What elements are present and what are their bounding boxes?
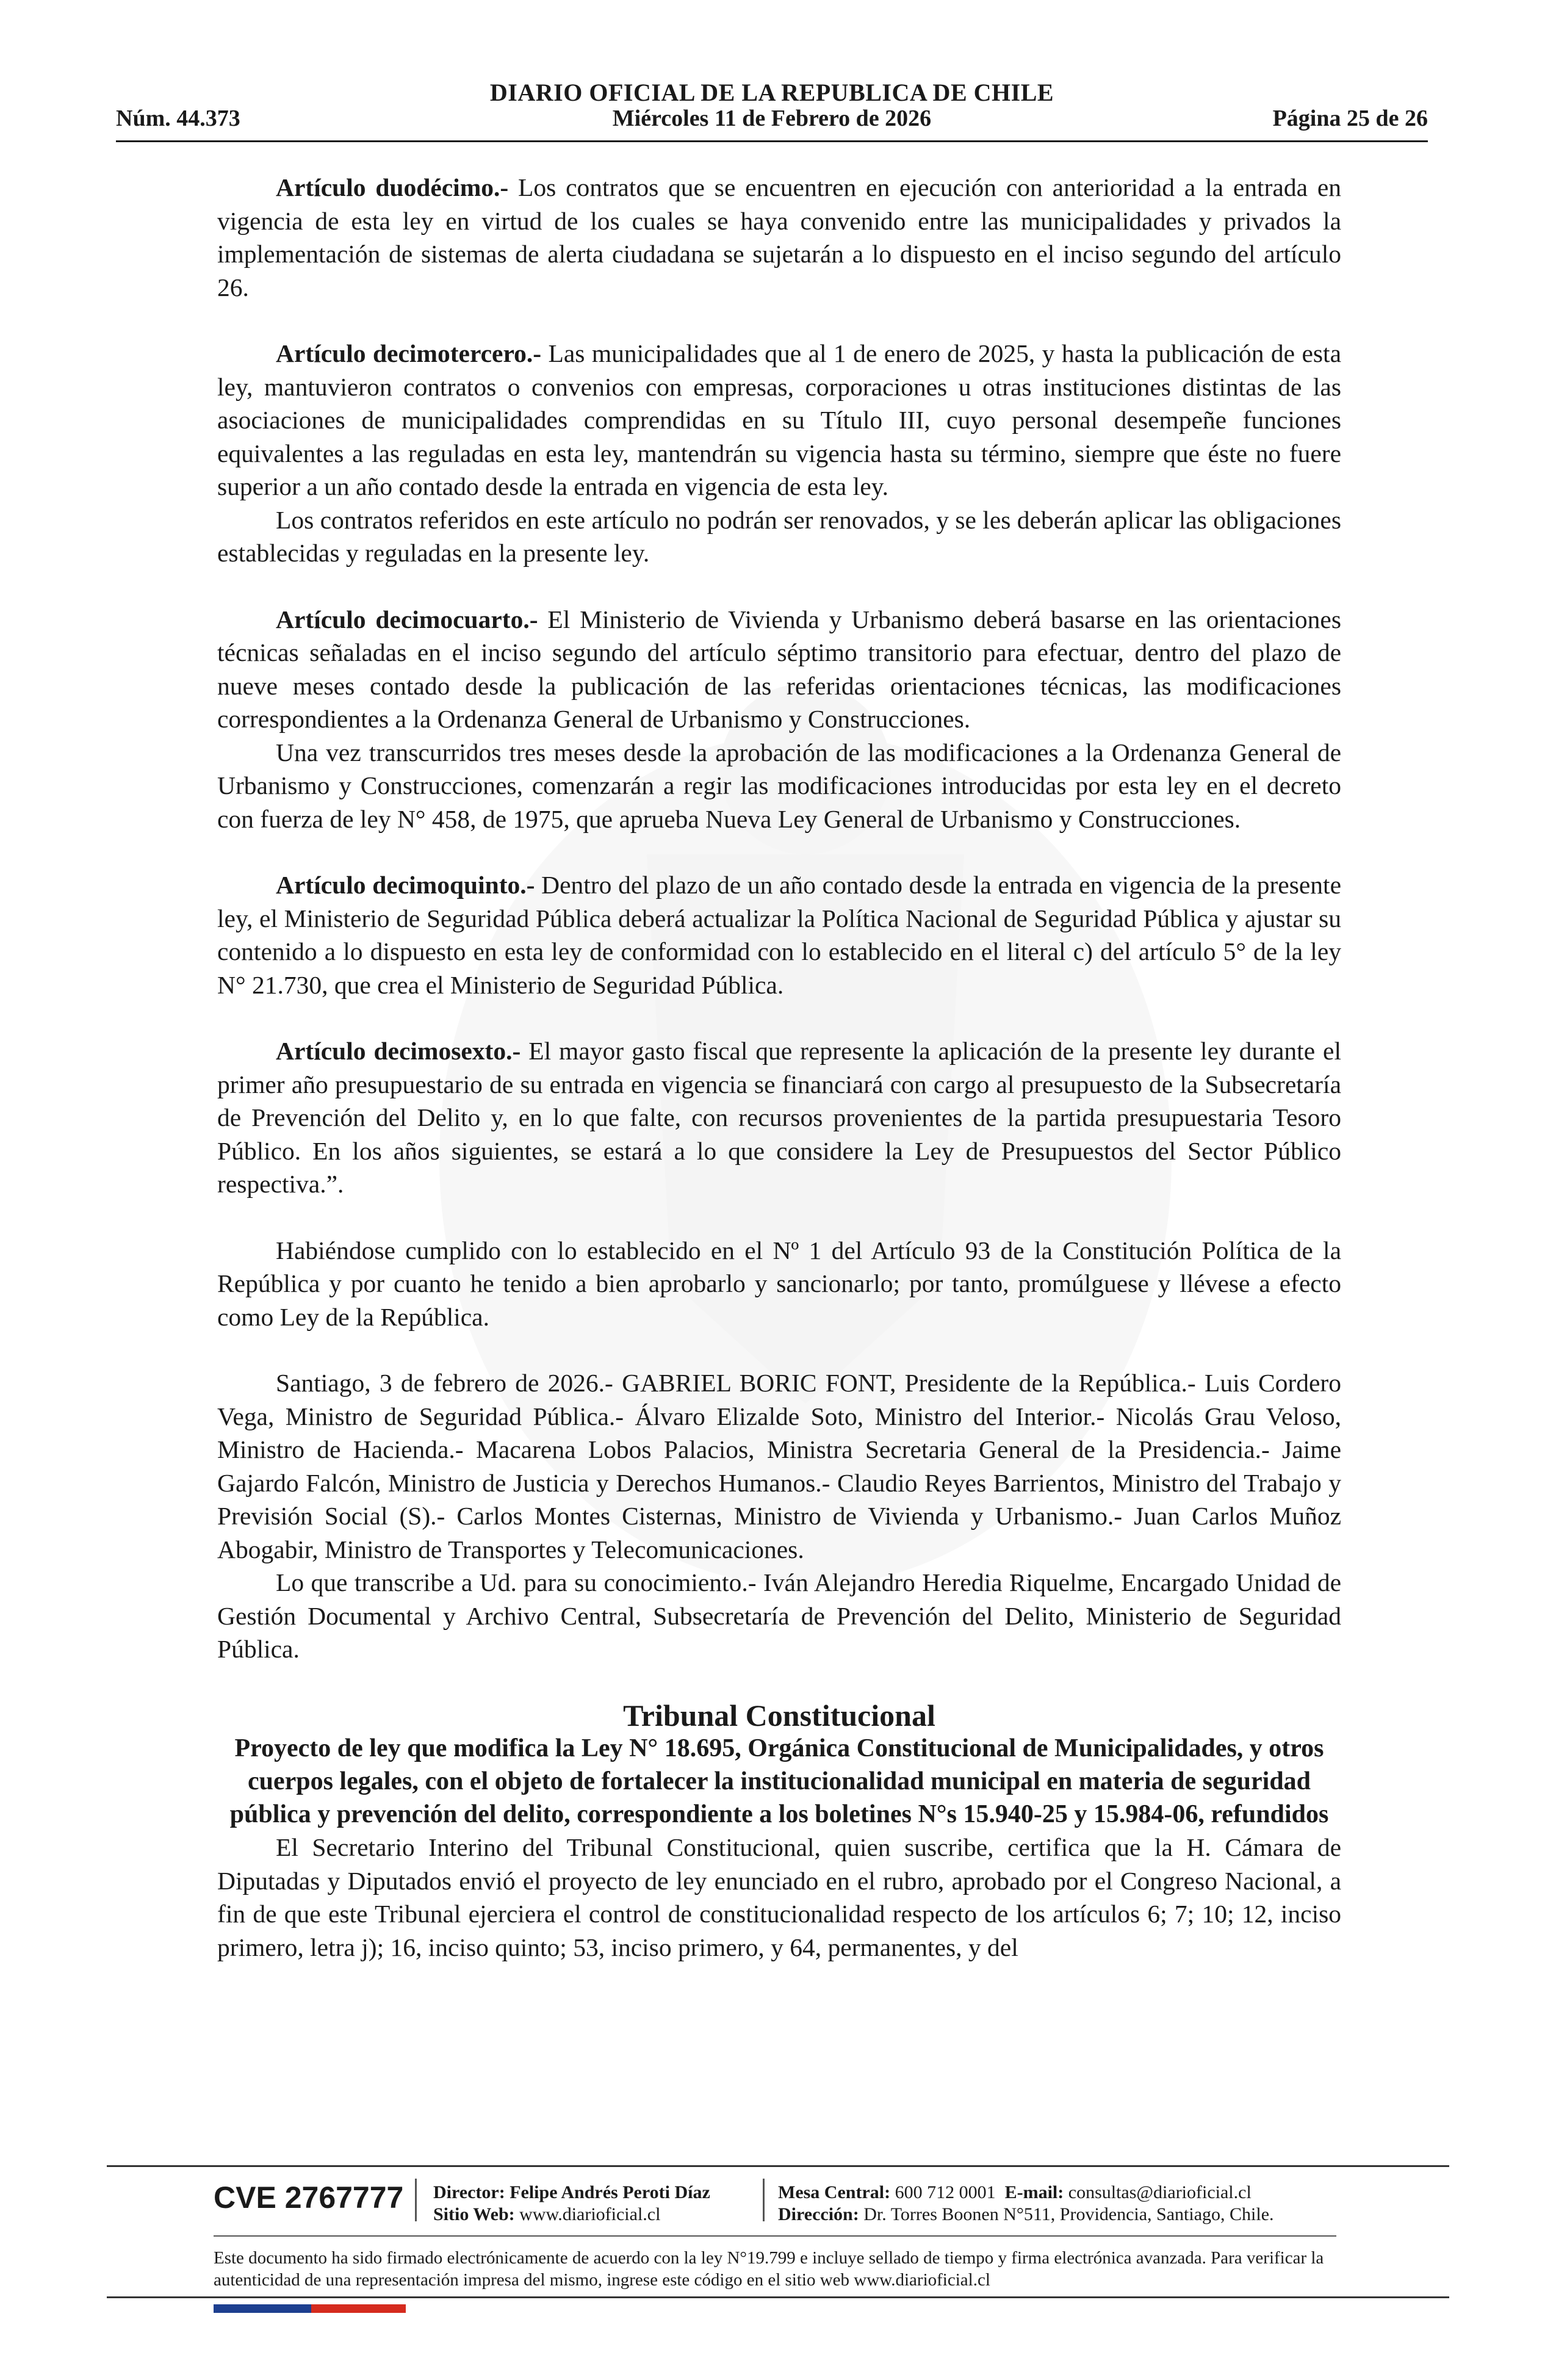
issue-number: Núm. 44.373 (116, 106, 240, 131)
footer-contact-block: Mesa Central: 600 712 0001 E-mail: consultas@diarioficial.cl Dirección: Dr. Torres Boonen N°511, Providencia, Santiago, Chile. (778, 2182, 1274, 2224)
section-title: Tribunal Constitucional (623, 1698, 935, 1733)
signatures-paragraph: Santiago, 3 de febrero de 2026.- GABRIEL BORIC FONT, Presidente de la República.- Luis Cordero Vega, Ministro de Seguridad Pública.- Álvaro Elizalde Soto, Ministro del Interior.- Nicolás Grau Veloso, Ministro de Hacienda.- Macarena Lobos Palacios, Ministra Secretaria General de la Presidencia.- Jaime Gajardo Falcón, Ministro de Justicia y Derechos Humanos.- Claudio Reyes Barrientos, Ministro del Trabajo y Previsión Social (S).- Carlos Montes Cisternas, Ministro de Vivienda y Urbanismo.- Juan Carlos Muñoz Abogabir, Ministro de Transportes y Telecomunicaciones. (217, 1369, 1341, 1563)
article-paragraph: Los contratos referidos en este artículo no podrán ser renovados, y se les deberán aplicar las obligaciones establecidas y reguladas en la presente ley. (217, 505, 1341, 567)
phone-number: 600 712 0001 (895, 2182, 996, 2202)
page-header (116, 73, 1428, 146)
email-link[interactable]: consultas@diarioficial.cl (1068, 2182, 1252, 2202)
article-title: Artículo decimoquinto.- (276, 871, 535, 899)
footer-director-block: Director: Felipe Andrés Peroti Díaz Sitio Web: www.diarioficial.cl (433, 2182, 710, 2224)
article-paragraph: Una vez transcurridos tres meses desde la aprobación de las modificaciones a la Ordenanza General de Urbanismo y Construcciones, comenzarán a regir las modificaciones introducidas por esta ley en el decreto con fuerza de ley N° 458, de 1975, que aprueba Nueva Ley General de Urbanismo y Construcciones. (217, 738, 1341, 833)
article-paragraph: Artículo decimosexto.- El mayor gasto fiscal que represente la aplicación de la presente ley durante el primer año presupuestario de su entrada en vigencia se financiará con cargo al presupuesto de la Subsecretaría de Prevención del Delito y, en lo que falte, con recursos provenientes de la partida presupuestaria Tesoro Público. En los años siguientes, se estará a lo que considere la Ley de Presupuestos del Sector Público respectiva.”. (217, 1037, 1341, 1198)
website-link[interactable]: www.diarioficial.cl (519, 2204, 661, 2224)
article-paragraph: Artículo decimoquinto.- Dentro del plazo de un año contado desde la entrada en vigencia de la presente ley, el Ministerio de Seguridad Pública deberá actualizar la Política Nacional de Seguridad Pública y ajustar su contenido a lo dispuesto en esta ley de conformidad con lo establecido en el literal c) del artículo 5° de la ley N° 21.730, que crea el Ministerio de Seguridad Pública. (217, 871, 1341, 999)
address: Dr. Torres Boonen N°511, Providencia, Santiago, Chile. (863, 2204, 1274, 2224)
footer-divider-bottom (107, 2296, 1449, 2298)
footer-separator (415, 2179, 417, 2221)
article-title: Artículo decimotercero.- (276, 339, 542, 367)
footer-separator (763, 2179, 765, 2221)
flag-stripe-blue (214, 2304, 311, 2313)
page-number: Página 25 de 26 (1272, 106, 1428, 131)
cve-code: CVE 2767777 (214, 2180, 404, 2215)
bill-title: Proyecto de ley que modifica la Ley N° 18.695, Orgánica Constitucional de Municipalidades, y otros cuerpos legales, con el objeto de fortalecer la institucionalidad municipal en materia de seguridad pública y prevención del delito, correspondiente a los boletines N°s 15.940-25 y 15.984-06, refundidos (229, 1734, 1329, 1828)
issue-date: Miércoles 11 de Febrero de 2026 (612, 106, 932, 131)
article-title: Artículo decimosexto.- (276, 1037, 521, 1065)
transcription-paragraph: Lo que transcribe a Ud. para su conocimiento.- Iván Alejandro Heredia Riquelme, Encargado Unidad de Gestión Documental y Archivo Central, Subsecretaría de Prevención del Delito, Ministerio de Seguridad Pública. (217, 1568, 1341, 1663)
legal-notice: Este documento ha sido firmado electrónicamente de acuerdo con la ley N°19.799 e incluye sellado de tiempo y firma electrónica avanzada. Para verificar la autenticidad de una representación impresa del mismo, ingrese este código en el sitio web www.diarioficial.cl (214, 2248, 1324, 2290)
footer-divider-mid (214, 2235, 1336, 2237)
article-paragraph: Artículo duodécimo.- Los contratos que se encuentren en ejecución con anterioridad a la entrada en vigencia de esta ley en virtud de los cuales se haya convenido entre las municipalidades y privados la implementación de sistemas de alerta ciudadana se sujetarán a lo dispuesto en el inciso segundo del artículo 26. (217, 173, 1341, 301)
document-body (217, 171, 1341, 1964)
footer-divider-top (107, 2165, 1449, 2167)
article-title: Artículo duodécimo.- (276, 173, 509, 201)
header-divider (116, 140, 1428, 142)
article-paragraph: Artículo decimotercero.- Las municipalidades que al 1 de enero de 2025, y hasta la publicación de esta ley, mantuvieron contratos o convenios con empresas, corporaciones u otras instituciones distintas de las asociaciones de municipalidades comprendidas en su Título III, cuyo personal desempeñe funciones equivalentes a las reguladas en esta ley, mantendrán su vigencia hasta su término, siempre que éste no fuere superior a un año contado desde la entrada en vigencia de esta ley. (217, 339, 1341, 500)
publication-title: DIARIO OFICIAL DE LA REPUBLICA DE CHILE (489, 79, 1054, 106)
director-name: Felipe Andrés Peroti Díaz (510, 2182, 710, 2202)
certification-paragraph: El Secretario Interino del Tribunal Constitucional, quien suscribe, certifica que la H. Cámara de Diputadas y Diputados envió el proyecto de ley enunciado en el rubro, aprobado por el Congreso Nacional, a fin de que este Tribunal ejerciera el control de constitucionalidad respecto de los artículos 6; 7; 10; 12, inciso primero, letra j); 16, inciso quinto; 53, inciso primero, y 64, permanentes, y del (217, 1833, 1341, 1961)
article-title: Artículo decimocuarto.- (276, 605, 538, 633)
article-paragraph: Artículo decimocuarto.- El Ministerio de Vivienda y Urbanismo deberá basarse en las orientaciones técnicas señaladas en el inciso segundo del artículo séptimo transitorio para efectuar, dentro del plazo de nueve meses contado desde la publicación de las referidas orientaciones técnicas, las modificaciones correspondientes a la Ordenanza General de Urbanismo y Construcciones. (217, 605, 1341, 733)
flag-stripe-red (311, 2304, 406, 2313)
promulgation-paragraph: Habiéndose cumplido con lo establecido en el Nº 1 del Artículo 93 de la Constitución Política de la República y por cuanto he tenido a bien aprobarlo y sancionarlo; por tanto, promúlguese y llévese a efecto como Ley de la República. (217, 1236, 1341, 1331)
